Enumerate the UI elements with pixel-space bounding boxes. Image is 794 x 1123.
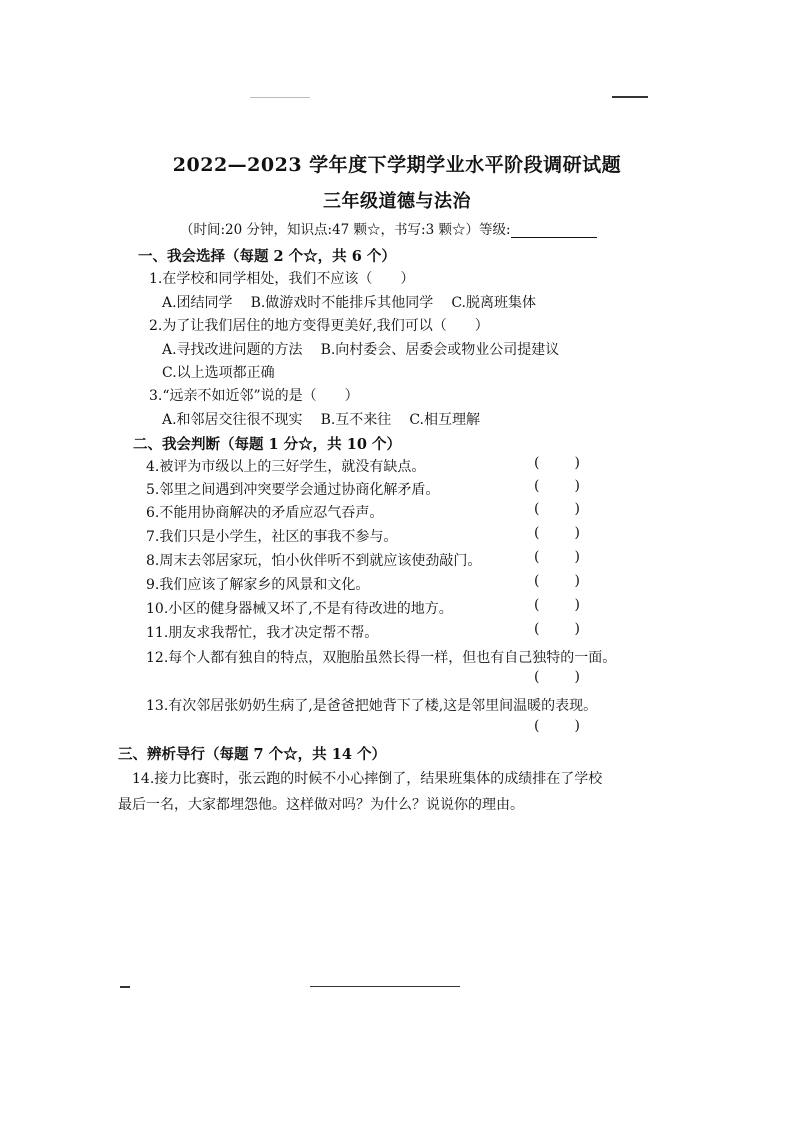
answer-paren-13[interactable]: ( ) xyxy=(534,718,580,734)
exam-meta xyxy=(180,218,597,238)
q3-options xyxy=(162,409,498,429)
q3-option-c[interactable]: C.相互理解 xyxy=(409,412,480,428)
q1-options xyxy=(162,292,554,312)
scan-mark-bottom-center xyxy=(310,986,460,987)
q2-options xyxy=(162,339,577,359)
section1-heading: 一、我会选择（每题 2 个☆，共 6 个） xyxy=(138,248,396,265)
answer-paren-4[interactable]: ( ) xyxy=(534,455,580,471)
answer-paren-5[interactable]: ( ) xyxy=(534,478,580,494)
answer-paren-6[interactable]: ( ) xyxy=(534,501,580,517)
grade-blank[interactable] xyxy=(511,223,597,238)
scan-mark-top-left xyxy=(250,97,310,98)
exam-subtitle: 三年级道德与法治 xyxy=(323,191,471,212)
q3-option-b[interactable]: B.互不来往 xyxy=(320,412,392,428)
q14-line2: 最后一名，大家都埋怨他。这样做对吗？为什么？说说你的理由。 xyxy=(118,797,524,813)
q1-stem: 1.在学校和同学相处，我们不应该（ ） xyxy=(149,271,415,287)
answer-paren-7[interactable]: ( ) xyxy=(534,525,580,541)
answer-paren-8[interactable]: ( ) xyxy=(534,549,580,565)
judge-item-9: 9.我们应该了解家乡的风景和文化。 xyxy=(146,577,370,593)
judge-item-11: 11.朋友求我帮忙，我才决定帮不帮。 xyxy=(146,625,379,641)
exam-title: 2022—2023 学年度下学期学业水平阶段调研试题 xyxy=(172,154,622,176)
answer-paren-10[interactable]: ( ) xyxy=(534,597,580,613)
q1-option-a[interactable]: A.团结同学 xyxy=(162,295,233,311)
section2-heading: 二、我会判断（每题 1 分☆，共 10 个） xyxy=(133,436,401,453)
q1-option-c[interactable]: C.脱离班集体 xyxy=(451,295,536,311)
exam-meta-text: （时间:20 分钟，知识点:47 颗☆，书写:3 颗☆）等级: xyxy=(180,222,511,238)
judge-item-13: 13.有次邻居张奶奶生病了,是爸爸把她背下了楼,这是邻里间温暖的表现。 xyxy=(146,698,598,714)
q2-stem: 2.为了让我们居住的地方变得更美好,我们可以（ ） xyxy=(149,318,489,334)
judge-item-10: 10.小区的健身器械又坏了,不是有待改进的地方。 xyxy=(146,601,453,617)
answer-paren-12[interactable]: ( ) xyxy=(534,669,580,685)
judge-item-12: 12.每个人都有独自的特点，双胞胎虽然长得一样，但也有自己独特的一面。 xyxy=(146,650,617,666)
judge-item-4: 4.被评为市级以上的三好学生，就没有缺点。 xyxy=(146,459,426,475)
q3-stem: 3.“远亲不如近邻”说的是（ ） xyxy=(149,388,359,404)
q1-option-b[interactable]: B.做游戏时不能排斥其他同学 xyxy=(250,295,434,311)
judge-item-6: 6.不能用协商解决的矛盾应忍气吞声。 xyxy=(146,505,384,521)
q3-option-a[interactable]: A.和邻居交往很不现实 xyxy=(162,412,303,428)
judge-item-5: 5.邻里之间遇到冲突要学会通过协商化解矛盾。 xyxy=(146,482,440,498)
q2-option-b[interactable]: B.向村委会、居委会或物业公司提建议 xyxy=(320,342,560,358)
answer-paren-9[interactable]: ( ) xyxy=(534,573,580,589)
judge-item-7: 7.我们只是小学生，社区的事我不参与。 xyxy=(146,529,398,545)
q2-option-a[interactable]: A.寻找改进问题的方法 xyxy=(162,342,303,358)
q14-line1: 14.接力比赛时，张云跑的时候不小心摔倒了，结果班集体的成绩排在了学校 xyxy=(132,771,603,787)
scan-mark-bottom-left xyxy=(120,986,130,988)
answer-paren-11[interactable]: ( ) xyxy=(534,621,580,637)
section3-heading: 三、辨析导行（每题 7 个☆，共 14 个） xyxy=(118,746,386,763)
q2-option-c[interactable]: C.以上选项都正确 xyxy=(162,365,275,381)
scan-mark-top-right xyxy=(612,96,648,98)
judge-item-8: 8.周末去邻居家玩，怕小伙伴听不到就应该使劲敲门。 xyxy=(146,553,482,569)
